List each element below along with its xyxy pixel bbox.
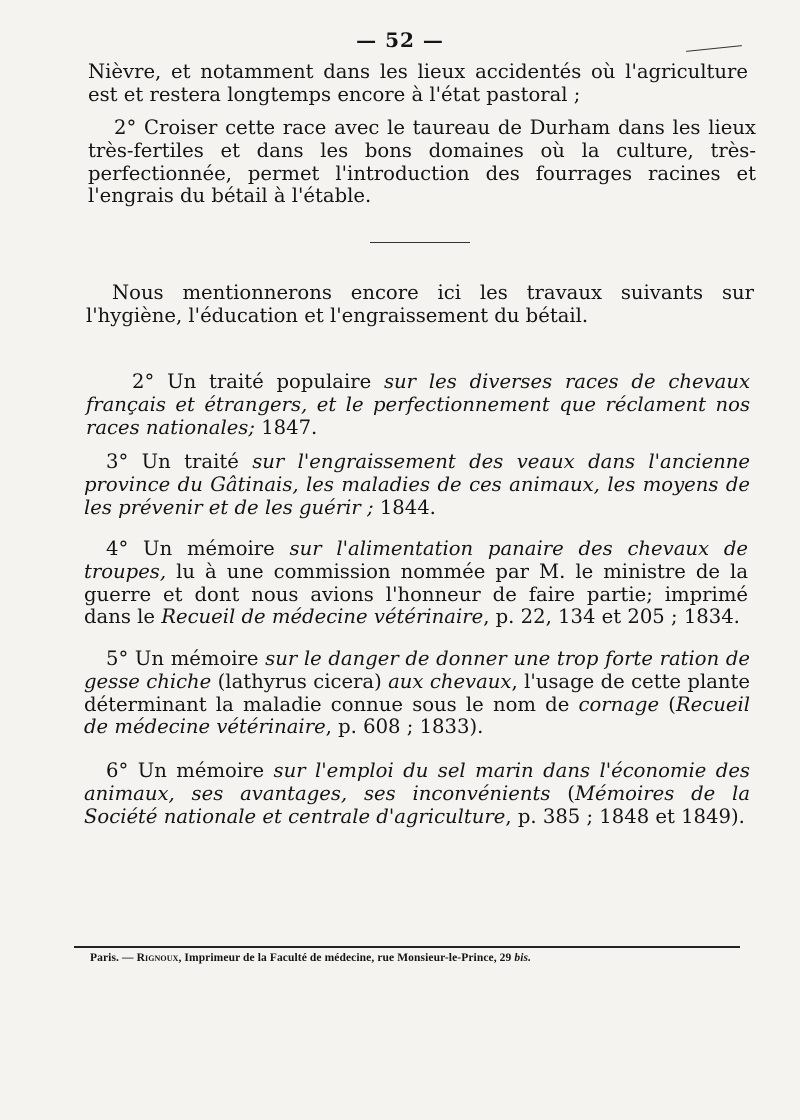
printer-imprint: Paris. — Rignoux, Imprimeur de la Faculté de médecine, rue Monsieur-le-Prince, 29 bis. (90, 952, 532, 964)
paragraph-mentionnerons: Nous mentionnerons encore ici les travaux suivants sur l'hygiène, l'éducation et l'engraissement du bétail. (86, 281, 754, 327)
page-number: — 52 — (356, 28, 444, 52)
item-number: 4° (106, 537, 129, 560)
printer-name: Rignoux (136, 952, 179, 964)
paragraph-croiser: 2° Croiser cette race avec le taureau de Durham dans les lieux très-fertiles et dans les bons domaines où la culture, très-perfectionnée, permet l'introduction des fourrages racines et l'engrais du bétail à l'étable. (88, 116, 756, 208)
item-number: 5° (106, 647, 129, 670)
item-number: 6° (106, 759, 129, 782)
item-number: 3° (106, 450, 129, 473)
item-6-memoire-sel: 6° Un mémoire sur l'emploi du sel marin dans l'économie des animaux, ses avantages, ses inconvénients (Mémoires de la Société nationale et centrale d'agriculture, p. 385 ; 1848 et 1849). (84, 759, 750, 828)
item-5-memoire-gesse: 5° Un mémoire sur le danger de donner une trop forte ration de gesse chiche (lathyrus cicera) aux chevaux, l'usage de cette plante déterminant la maladie connue sous le nom de cornage (Recueil de médecine vétérinaire, p. 608 ; 1833). (84, 647, 750, 739)
item-number: 2° (132, 370, 155, 393)
section-separator (370, 242, 470, 243)
footer-rule (74, 946, 740, 948)
item-3-traite-veaux: 3° Un traité sur l'engraissement des veaux dans l'ancienne province du Gâtinais, les maladies de ces animaux, les moyens de les prévenir et de les guérir ; 1844. (84, 450, 751, 519)
item-4-memoire-alimentation: 4° Un mémoire sur l'alimentation panaire des chevaux de troupes, lu à une commission nommée par M. le ministre de la guerre et dont nous avions l'honneur de faire partie; imprimé dans le Recueil de médecine vétérinaire, p. 22, 134 et 205 ; 1834. (84, 537, 748, 629)
paragraph-nievre: Nièvre, et notamment dans les lieux accidentés où l'agriculture est et restera longtemps encore à l'état pastoral ; (88, 60, 748, 106)
item-2-traite-chevaux: 2° Un traité populaire sur les diverses races de chevaux français et étrangers, et le perfectionnement que réclament nos races nationales; 1847. (86, 370, 750, 439)
